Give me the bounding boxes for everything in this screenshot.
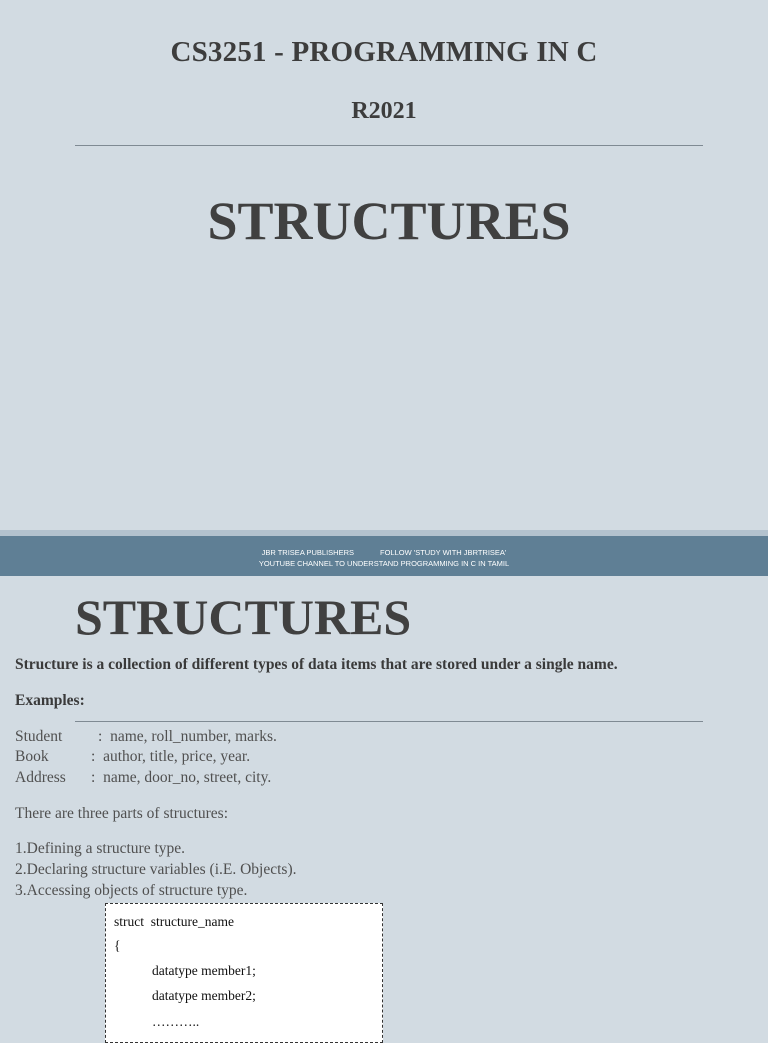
code-line: { xyxy=(114,938,121,953)
part-item: 3.Accessing objects of structure type. xyxy=(15,882,248,899)
parts-intro: There are three parts of structures: xyxy=(15,805,229,822)
part-item: 1.Defining a structure type. xyxy=(15,840,186,857)
example-row-book: Book : author, title, price, year. xyxy=(15,748,251,765)
follow-text: FOLLOW 'STUDY WITH JBRTRISEA' xyxy=(380,548,507,557)
publisher-text: JBR TRISEA PUBLISHERS xyxy=(261,548,355,557)
footer-band xyxy=(0,536,768,576)
structure-definition: Structure is a collection of different types of data items that are stored under a single name. xyxy=(15,656,618,673)
slide2-title: STRUCTURES xyxy=(75,589,412,645)
example-row-student: Student : name, roll_number, marks. xyxy=(15,728,277,745)
code-line: datatype member1; xyxy=(152,963,256,978)
footer-line-2: YOUTUBE CHANNEL TO UNDERSTAND PROGRAMMING IN C IN TAMIL xyxy=(258,559,510,568)
code-line: struct structure_name xyxy=(114,914,234,929)
title-divider xyxy=(75,145,703,146)
code-line: ……….. xyxy=(152,1014,200,1029)
topic-title: STRUCTURES xyxy=(207,191,571,251)
part-item: 2.Declaring structure variables (i.E. Objects). xyxy=(15,861,297,878)
examples-label: Examples: xyxy=(15,692,85,709)
course-title: CS3251 - PROGRAMMING IN C xyxy=(170,36,598,68)
regulation-label: R2021 xyxy=(351,98,417,124)
example-row-address: Address : name, door_no, street, city. xyxy=(15,769,272,786)
content-divider xyxy=(75,721,703,722)
footer-line-1 xyxy=(0,547,768,558)
code-example-box xyxy=(105,903,383,1043)
code-line: datatype member2; xyxy=(152,988,256,1003)
